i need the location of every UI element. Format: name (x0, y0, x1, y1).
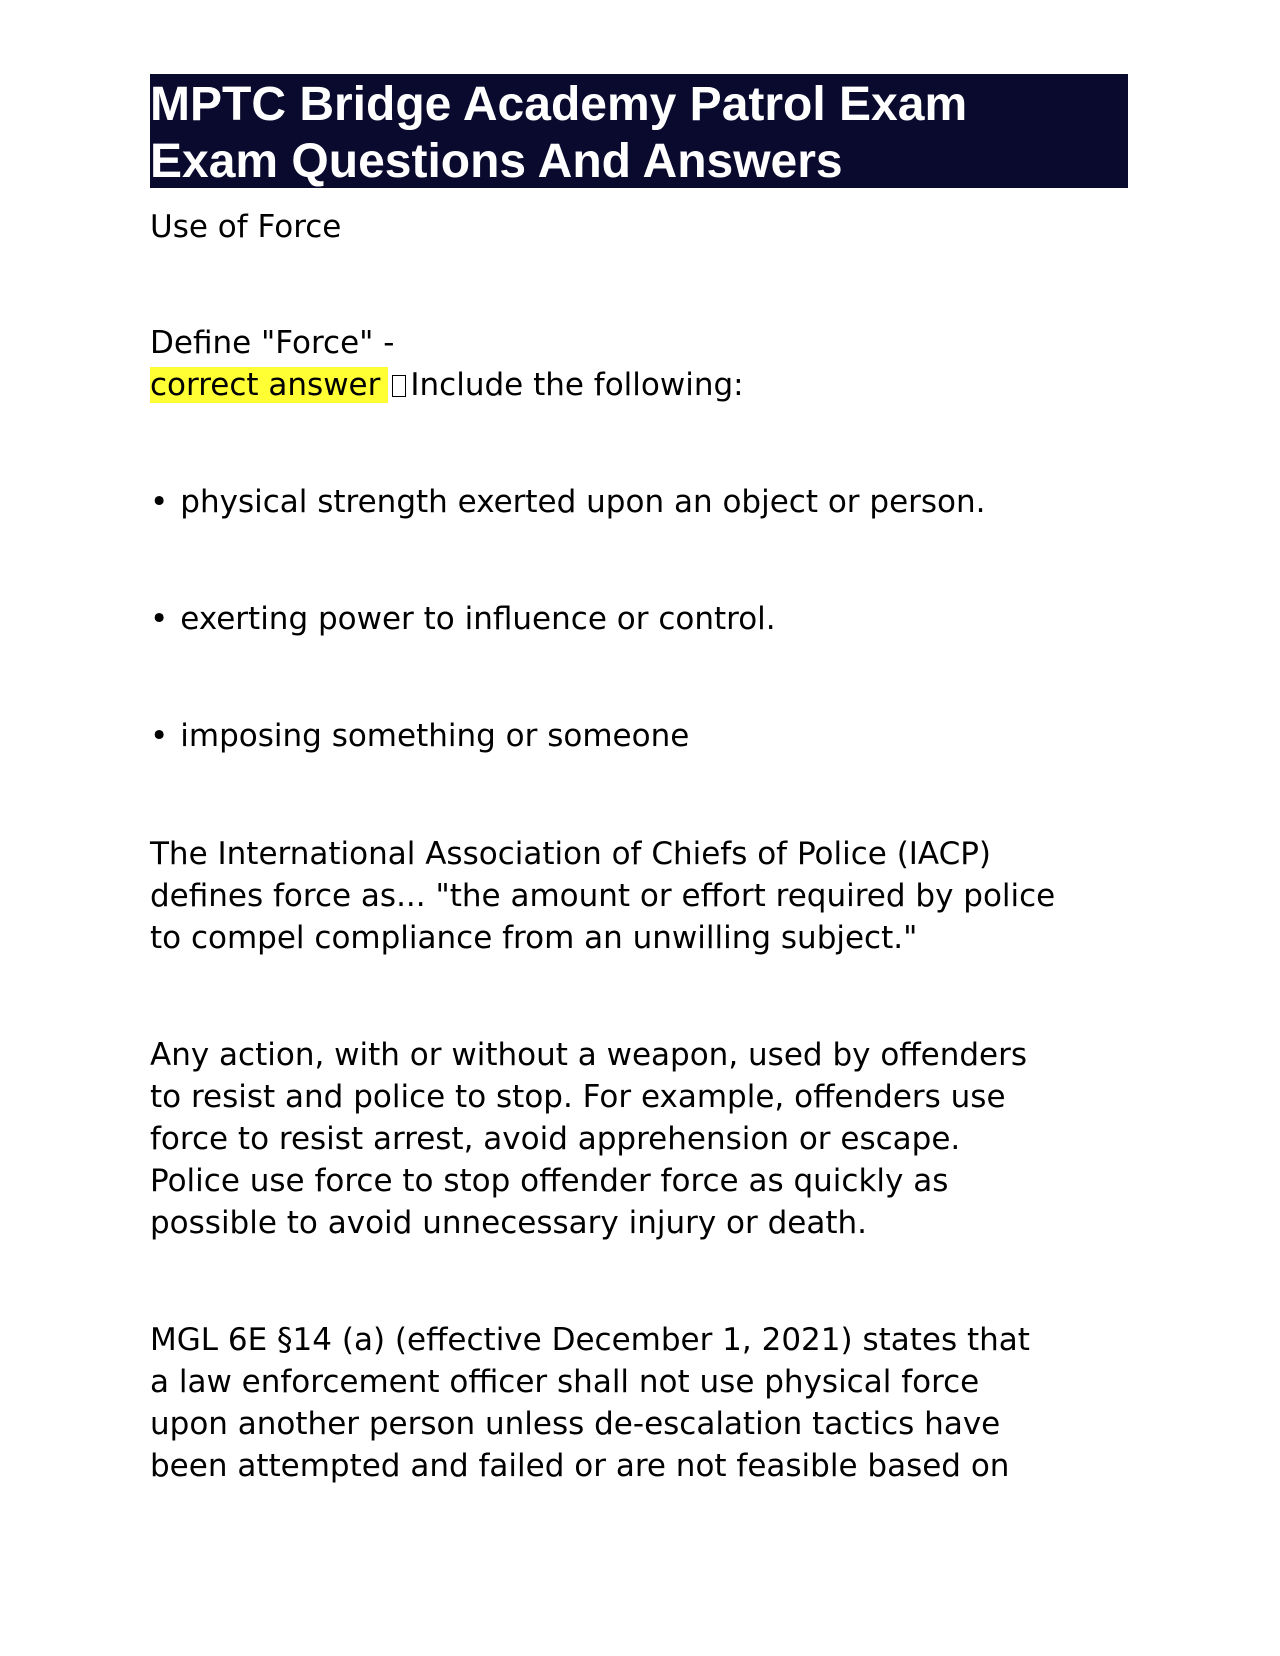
answer-intro: Include the following: (410, 367, 744, 403)
bullet-text: exerting power to influence or control. (180, 601, 776, 637)
paragraph-line: MGL 6E §14 (a) (effective December 1, 2021) states that (150, 1322, 1030, 1358)
document-title (150, 74, 1128, 188)
list-item (150, 481, 1128, 523)
missing-glyph-icon (392, 375, 406, 397)
bullet-icon: • (150, 484, 169, 520)
bullet-icon: • (150, 601, 169, 637)
bullet-text: physical strength exerted upon an object or person. (180, 484, 986, 520)
title-line: MPTC Bridge Academy Patrol Exam (150, 78, 968, 131)
bullet-icon: • (150, 718, 169, 754)
paragraph-line: Police use force to stop offender force as quickly as (150, 1163, 949, 1199)
paragraph-action-definition (150, 1034, 1128, 1244)
title-line: Exam Questions And Answers (150, 135, 843, 188)
correct-answer-label: correct answer (150, 367, 388, 403)
paragraph-line: defines force as... "the amount or effort required by police (150, 878, 1056, 914)
answer-line (150, 364, 1128, 406)
section-heading: Use of Force (150, 209, 342, 245)
paragraph-line: to resist and police to stop. For example, offenders use (150, 1079, 1006, 1115)
bullet-text: imposing something or someone (180, 718, 690, 754)
list-item (150, 715, 1128, 757)
list-item (150, 598, 1128, 640)
paragraph-line: The International Association of Chiefs of Police (IACP) (150, 836, 992, 872)
paragraph-line: possible to avoid unnecessary injury or death. (150, 1205, 868, 1241)
paragraph-line: force to resist arrest, avoid apprehension or escape. (150, 1121, 961, 1157)
question-text: Define "Force" - (150, 325, 395, 361)
question-block (150, 322, 1128, 406)
paragraph-mgl-statute (150, 1319, 1128, 1487)
paragraph-line: Any action, with or without a weapon, used by offenders (150, 1037, 1028, 1073)
document-page (150, 74, 1128, 1487)
paragraph-line: upon another person unless de-escalation tactics have (150, 1406, 1001, 1442)
paragraph-line: been attempted and failed or are not feasible based on (150, 1448, 1010, 1484)
paragraph-line: a law enforcement officer shall not use physical force (150, 1364, 980, 1400)
paragraph-iacp-definition (150, 833, 1128, 959)
paragraph-line: to compel compliance from an unwilling subject." (150, 920, 918, 956)
